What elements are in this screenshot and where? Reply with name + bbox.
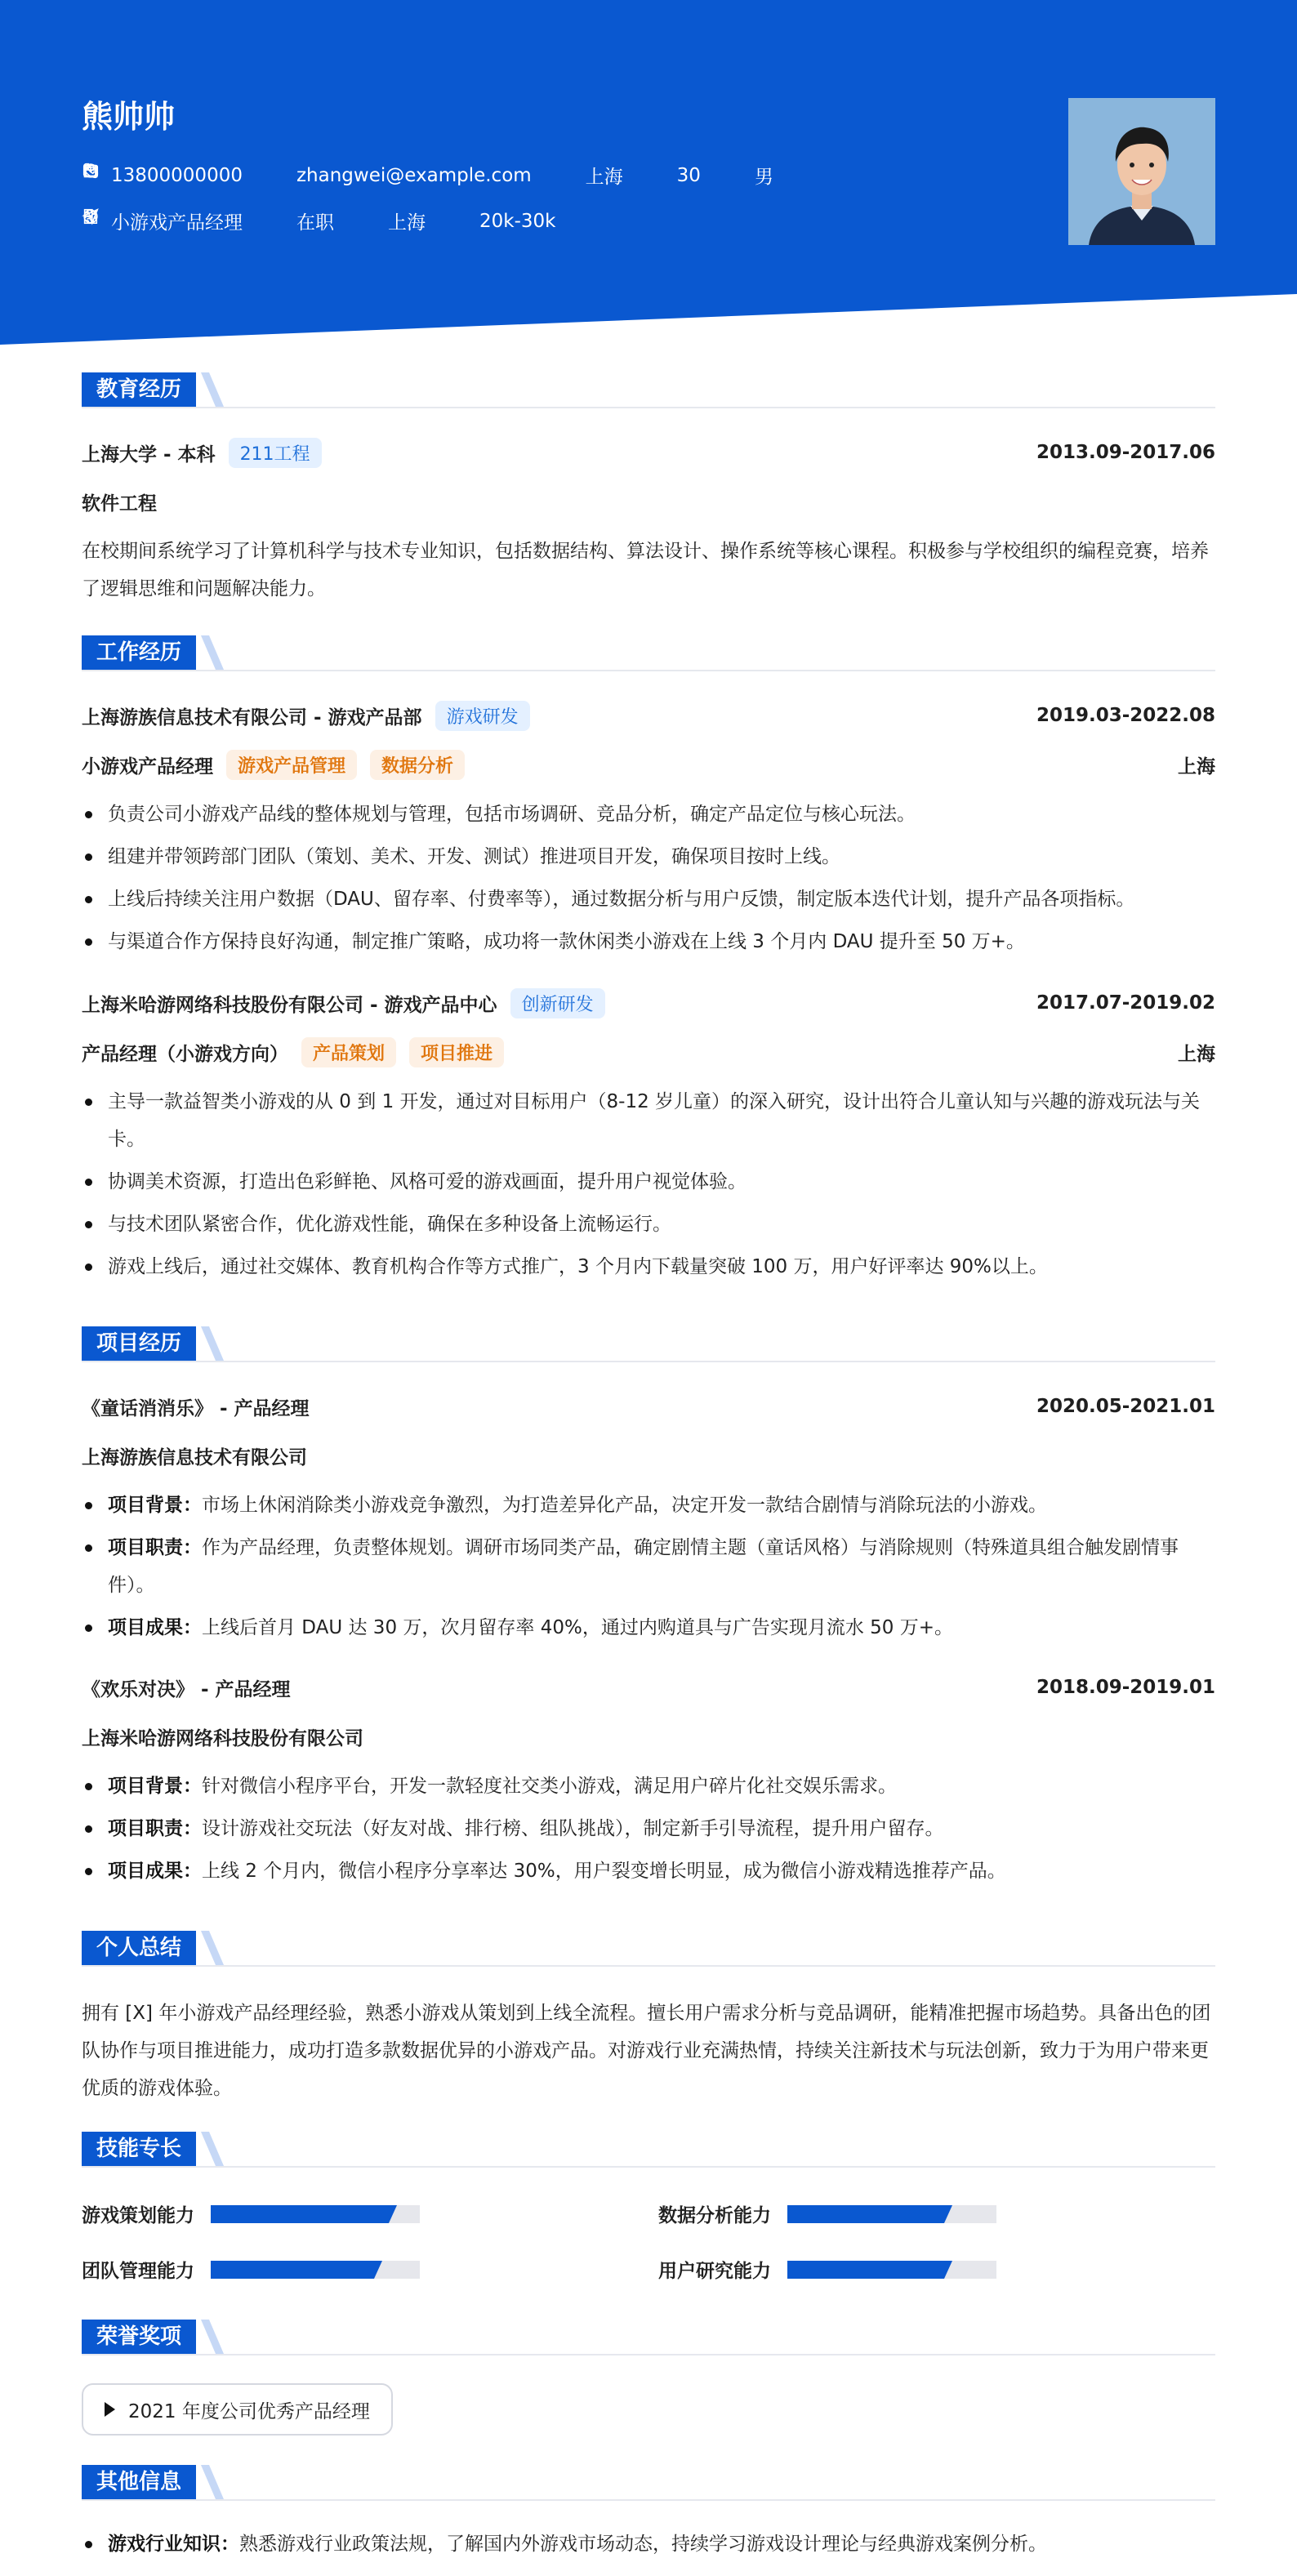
building-icon	[359, 212, 377, 230]
section-education	[82, 372, 1215, 408]
section-divider	[82, 2354, 1215, 2355]
work-role-tag: 产品策划	[301, 1037, 396, 1067]
work-tag-2: 创新研发	[510, 988, 605, 1018]
work-bullets-2	[82, 1083, 1215, 1290]
skill-name: 用户研究能力	[658, 2261, 771, 2282]
project-date-1: 2020.05-2021.01	[1036, 1396, 1215, 1417]
gender-value: 男	[754, 167, 773, 188]
section-deco-other	[201, 2465, 224, 2499]
work-tag-1: 游戏研发	[435, 701, 530, 731]
project-bullets-2	[82, 1767, 1215, 1895]
work-role-tag: 游戏产品管理	[226, 750, 357, 780]
education-header	[82, 436, 1215, 469]
list-item: 上线后持续关注用户数据（DAU、留存率、付费率等），通过数据分析与用户反馈，制定版本迭代计划，提升产品各项指标。	[82, 880, 1215, 918]
skill-bar-fill	[787, 2205, 944, 2223]
award-text: 2021 年度公司优秀产品经理	[128, 2400, 370, 2422]
item-key: 项目背景：	[108, 1495, 202, 1516]
school-tag: 211工程	[229, 438, 322, 468]
work-bullets-1	[82, 796, 1215, 965]
work-role-row-1	[82, 748, 1215, 781]
section-divider	[82, 670, 1215, 671]
target-city-item	[359, 207, 426, 234]
education-date: 2013.09-2017.06	[1036, 442, 1215, 463]
skill-bar-fill	[211, 2205, 389, 2223]
email-item	[267, 165, 532, 186]
position-value: 小游戏产品经理	[111, 212, 243, 234]
education-description: 在校期间系统学习了计算机科学与技术专业知识，包括数据结构、算法设计、操作系统等核心课程。积极参与学校组织的编程竞赛，培养了逻辑思维和问题解决能力。	[82, 541, 1209, 599]
list-item: 与技术团队紧密合作，优化游戏性能，确保在多种设备上流畅运行。	[82, 1206, 1215, 1243]
section-work	[82, 635, 1215, 671]
list-item: 负责公司小游戏产品线的整体规划与管理，包括市场调研、竞品分析，确定产品定位与核心玩法。	[82, 796, 1215, 833]
resume-header	[0, 0, 1297, 351]
item-key: 游戏行业知识：	[108, 2534, 239, 2555]
salary-value: 20k-30k	[479, 210, 556, 232]
play-icon	[105, 2402, 115, 2417]
salary-item	[450, 211, 555, 232]
job-intent-row	[82, 207, 580, 234]
item-key: 项目成果：	[108, 1861, 202, 1882]
list-item	[82, 2525, 1215, 2563]
project-title-1: 《童话消消乐》 - 产品经理	[82, 1397, 310, 1419]
summary-text: 拥有 [X] 年小游戏产品经理经验，熟悉小游戏从策划到上线全流程。擅长用户需求分析与竞品调研，能精准把握市场趋势。具备出色的团队协作与项目推进能力，成功打造多款数据优异的小游戏产品。对游戏行业充满热情，持续关注新技术与玩法创新，致力于为用户带来更优质的游戏体验。	[82, 2003, 1211, 2099]
work-role-1: 小游戏产品经理	[82, 755, 213, 778]
item-value: 设计游戏社交玩法（好友对战、排行榜、组队挑战），制定新手引导流程，提升用户留存。	[202, 1818, 944, 1839]
list-item	[82, 1529, 1215, 1604]
project-company-2: 上海米哈游网络科技股份有限公司	[82, 1727, 363, 1749]
project-header-1	[82, 1390, 1215, 1423]
cake-icon	[648, 167, 666, 185]
item-value: 上线后首月 DAU 达 30 万，次月留存率 40%，通过内购道具与广告实现月流水 50 万+。	[202, 1617, 953, 1638]
list-item: 与渠道合作方保持良好沟通，制定推广策略，成功将一款休闲类小游戏在上线 3 个月内 DAU 提升至 50 万+。	[82, 923, 1215, 960]
contact-row	[82, 162, 798, 189]
skill-name: 游戏策划能力	[82, 2205, 194, 2226]
section-deco-summary	[201, 1931, 224, 1965]
item-value: 市场上休闲消除类小游戏竞争激烈，为打造差异化产品，决定开发一款结合剧情与消除玩法的小游戏。	[202, 1495, 1047, 1516]
mail-icon	[267, 167, 285, 185]
section-divider	[82, 2499, 1215, 2501]
work-role-row-2	[82, 1036, 1215, 1068]
item-key: 项目成果：	[108, 1617, 202, 1638]
skill-item	[658, 2256, 996, 2283]
skill-bar	[787, 2205, 996, 2223]
education-major-row	[82, 485, 1215, 518]
position-item	[82, 207, 243, 234]
avatar	[1068, 98, 1215, 245]
work-company-2: 上海米哈游网络科技股份有限公司 - 游戏产品中心	[82, 994, 497, 1016]
section-title-awards: 荣誉奖项	[82, 2320, 196, 2354]
item-value: 上线 2 个月内，微信小程序分享率达 30%，用户裂变增长明显，成为微信小游戏精选推荐产品。	[202, 1861, 1006, 1882]
email-value: zhangwei@example.com	[296, 164, 532, 186]
work-header-2	[82, 987, 1215, 1019]
skill-bar	[211, 2205, 420, 2223]
section-projects	[82, 1326, 1215, 1362]
work-date-1: 2019.03-2022.08	[1036, 705, 1215, 726]
project-title-2: 《欢乐对决》 - 产品经理	[82, 1678, 291, 1700]
work-role-2: 产品经理（小游戏方向）	[82, 1043, 288, 1065]
other-bullets	[82, 2525, 1215, 2568]
status-icon	[267, 212, 285, 230]
section-title-other: 其他信息	[82, 2465, 196, 2499]
work-location-2: 上海	[1178, 1043, 1215, 1065]
work-role-tag: 项目推进	[409, 1037, 504, 1067]
skill-item	[658, 2200, 996, 2227]
skill-item	[82, 2200, 420, 2227]
phone-value: 13800000000	[111, 164, 243, 186]
gender-icon	[725, 167, 743, 185]
list-item: 游戏上线后，通过社交媒体、教育机构合作等方式推广，3 个月内下载量突破 100 万，用户好评率达 90%以上。	[82, 1248, 1215, 1286]
section-divider	[82, 1965, 1215, 1967]
project-company-row-1	[82, 1439, 1215, 1472]
gender-item	[725, 162, 773, 189]
section-title-education: 教育经历	[82, 372, 196, 407]
work-header-1	[82, 699, 1215, 732]
list-item	[82, 1609, 1215, 1647]
age-item	[648, 165, 701, 186]
item-value: 熟悉游戏行业政策法规，了解国内外游戏市场动态，持续学习游戏设计理论与经典游戏案例分析。	[239, 2534, 1047, 2555]
section-title-work: 工作经历	[82, 635, 196, 670]
age-value: 30	[676, 164, 701, 186]
education-major: 软件工程	[82, 492, 157, 515]
section-title-summary: 个人总结	[82, 1931, 196, 1965]
section-divider	[82, 1361, 1215, 1362]
work-location-1: 上海	[1178, 755, 1215, 778]
home-icon	[556, 167, 574, 185]
city-item	[556, 162, 623, 189]
section-divider	[82, 407, 1215, 408]
work-date-2: 2017.07-2019.02	[1036, 992, 1215, 1014]
project-company-1: 上海游族信息技术有限公司	[82, 1446, 307, 1468]
candidate-name: 熊帅帅	[82, 99, 176, 135]
project-company-row-2	[82, 1720, 1215, 1753]
project-date-2: 2018.09-2019.01	[1036, 1677, 1215, 1698]
list-item	[82, 1767, 1215, 1805]
skill-name: 团队管理能力	[82, 2261, 194, 2282]
item-key: 项目职责：	[108, 1818, 202, 1839]
list-item: 主导一款益智类小游戏的从 0 到 1 开发，通过对目标用户（8-12 岁儿童）的深入研究，设计出符合儿童认知与兴趣的游戏玩法与关卡。	[82, 1083, 1215, 1158]
skill-item	[82, 2256, 420, 2283]
list-item	[82, 1852, 1215, 1890]
section-deco-work	[201, 635, 224, 670]
section-title-projects: 项目经历	[82, 1326, 196, 1361]
section-divider	[82, 2166, 1215, 2168]
work-company-1: 上海游族信息技术有限公司 - 游戏产品部	[82, 706, 422, 729]
section-summary	[82, 1931, 1215, 1967]
skill-bar	[787, 2261, 996, 2279]
section-other	[82, 2465, 1215, 2501]
skill-name: 数据分析能力	[658, 2205, 771, 2226]
section-deco-skills	[201, 2132, 224, 2166]
item-key: 项目背景：	[108, 1776, 202, 1797]
project-bullets-1	[82, 1486, 1215, 1651]
skill-bar	[211, 2261, 420, 2279]
item-value: 针对微信小程序平台，开发一款轻度社交类小游戏，满足用户碎片化社交娱乐需求。	[202, 1776, 897, 1797]
project-header-2	[82, 1671, 1215, 1704]
status-item	[267, 207, 334, 234]
item-key: 项目职责：	[108, 1537, 202, 1558]
section-skills	[82, 2132, 1215, 2168]
status-value: 在职	[296, 212, 334, 234]
target-city-value: 上海	[388, 212, 426, 234]
section-deco-awards	[201, 2320, 224, 2354]
list-item: 协调美术资源，打造出色彩鲜艳、风格可爱的游戏画面，提升用户视觉体验。	[82, 1163, 1215, 1201]
school-name: 上海大学 - 本科	[82, 443, 216, 466]
city-value: 上海	[585, 167, 623, 188]
section-title-skills: 技能专长	[82, 2132, 196, 2166]
yen-icon	[450, 212, 468, 230]
list-item	[82, 1810, 1215, 1847]
list-item: 组建并带领跨部门团队（策划、美术、开发、测试）推进项目开发，确保项目按时上线。	[82, 838, 1215, 876]
section-deco-education	[201, 372, 224, 407]
item-value: 作为产品经理，负责整体规划。调研市场同类产品，确定剧情主题（童话风格）与消除规则（特殊道具组合触发剧情事件）。	[108, 1537, 1179, 1596]
section-awards	[82, 2320, 1215, 2355]
section-deco-projects	[201, 1326, 224, 1361]
list-item	[82, 1486, 1215, 1524]
work-role-tag: 数据分析	[370, 750, 465, 780]
skill-bar-fill	[211, 2261, 374, 2279]
phone-item	[82, 165, 243, 186]
skill-bar-fill	[787, 2261, 944, 2279]
award-item	[82, 2383, 393, 2436]
